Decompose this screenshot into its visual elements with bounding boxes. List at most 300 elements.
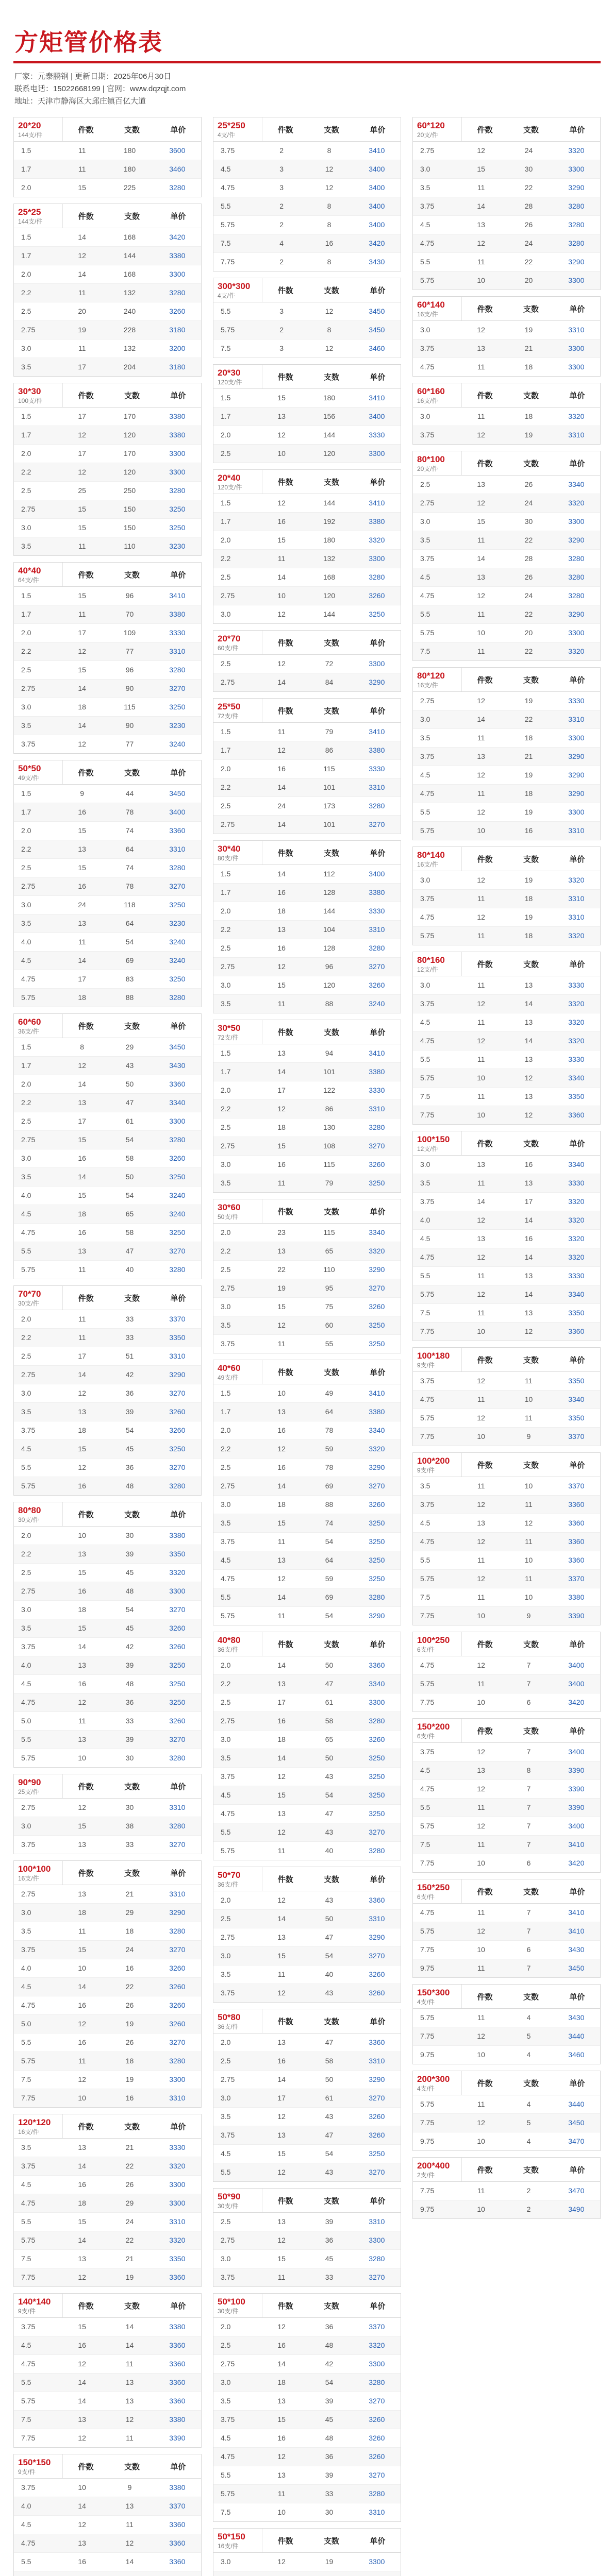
thickness-cell: 5.5 — [420, 1803, 430, 1811]
table-row — [213, 1279, 401, 1297]
price-cell: 3250 — [169, 1173, 186, 1181]
pieces-cell: 17 — [277, 1698, 286, 1706]
price-cell: 3280 — [369, 573, 385, 581]
spec-table-body — [14, 587, 201, 753]
count-cell: 88 — [325, 999, 334, 1008]
thickness-cell: 7.75 — [420, 1612, 435, 1620]
pieces-header: 件数 — [277, 638, 293, 648]
count-header: 支数 — [323, 372, 339, 382]
thickness-cell: 4.5 — [420, 573, 430, 581]
price-cell: 3360 — [169, 2360, 186, 2368]
count-cell: 7 — [526, 1785, 531, 1793]
price-cell: 3260 — [369, 2434, 385, 2442]
pieces-cell: 10 — [477, 1327, 485, 1335]
price-cell: 3380 — [169, 2323, 186, 2331]
thickness-cell: 3.75 — [221, 1340, 235, 1348]
price-cell: 3320 — [568, 1234, 585, 1243]
thickness-cell: 5.75 — [420, 931, 435, 940]
count-cell: 43 — [325, 2168, 334, 2176]
thickness-cell: 7.5 — [420, 1840, 430, 1849]
price-header: 单价 — [569, 304, 585, 314]
count-cell: 84 — [325, 678, 334, 686]
spec-table-header — [213, 2009, 401, 2033]
price-cell: 3310 — [169, 2094, 186, 2102]
count-cell: 24 — [125, 2217, 134, 2226]
price-cell: 3350 — [568, 1092, 585, 1100]
count-header: 支数 — [124, 2122, 140, 2131]
table-row — [213, 1804, 401, 1823]
price-header: 单价 — [569, 1992, 585, 2002]
table-row — [413, 710, 600, 728]
pieces-cell: 17 — [78, 1352, 86, 1360]
count-cell: 79 — [325, 727, 334, 736]
price-cell: 3370 — [169, 1315, 186, 1323]
table-row — [413, 234, 600, 252]
spec-table — [412, 1879, 601, 1978]
thickness-cell: 3.75 — [221, 2273, 235, 2281]
price-cell: 3250 — [169, 1228, 186, 1236]
thickness-cell: 2.5 — [221, 573, 231, 581]
table-row — [14, 858, 201, 877]
spec-cell — [14, 1286, 63, 1310]
pieces-cell: 10 — [477, 629, 485, 637]
price-cell: 3380 — [369, 1408, 385, 1416]
price-header: 单价 — [170, 768, 186, 777]
spec-size: 50*150 — [218, 2532, 245, 2541]
price-cell: 3410 — [369, 394, 385, 402]
pieces-cell: 14 — [477, 1197, 485, 1206]
pieces-cell: 14 — [78, 2162, 86, 2170]
spec-pack: 2支/件 — [417, 2172, 435, 2179]
spec-cell — [213, 699, 262, 722]
count-header: 支数 — [523, 1887, 539, 1896]
thickness-cell: 2.2 — [221, 1445, 231, 1453]
table-row — [213, 1588, 401, 1606]
pieces-cell: 12 — [477, 1414, 485, 1422]
price-cell: 3300 — [169, 1587, 186, 1595]
pieces-header: 件数 — [277, 1875, 293, 1884]
count-cell: 33 — [125, 1840, 134, 1849]
pieces-cell: 12 — [477, 1748, 485, 1756]
thickness-cell: 2.0 — [21, 629, 31, 637]
thickness-cell: 3.5 — [221, 1519, 231, 1527]
thickness-cell: 1.7 — [21, 610, 31, 618]
price-cell: 3390 — [568, 1785, 585, 1793]
price-header: 单价 — [569, 1726, 585, 1736]
table-row — [413, 1372, 600, 1390]
count-cell: 101 — [323, 1067, 336, 1076]
spec-table-body — [213, 865, 401, 1013]
count-cell: 12 — [524, 1074, 533, 1082]
thickness-cell: 3.0 — [221, 2255, 231, 2263]
spec-table — [412, 1347, 601, 1446]
count-cell: 72 — [325, 659, 334, 668]
thickness-cell: 3.0 — [420, 715, 430, 723]
thickness-cell: 4.5 — [221, 2434, 231, 2442]
count-cell: 4 — [526, 2013, 531, 2022]
count-cell: 11 — [126, 2520, 134, 2529]
pieces-cell: 15 — [78, 666, 86, 674]
thickness-cell: 5.5 — [21, 2217, 31, 2226]
pieces-cell: 11 — [477, 1908, 485, 1917]
pieces-cell: 11 — [78, 1315, 86, 1323]
table-row — [213, 865, 401, 883]
spec-table-header — [14, 1861, 201, 1885]
table-row — [213, 920, 401, 939]
thickness-cell: 2.75 — [21, 684, 36, 692]
price-header: 单价 — [370, 2536, 386, 2546]
count-cell: 78 — [125, 882, 134, 890]
pieces-cell: 12 — [78, 2434, 86, 2442]
table-row — [14, 537, 201, 555]
pieces-cell: 16 — [277, 944, 286, 952]
thickness-cell: 3.75 — [420, 752, 435, 760]
price-cell: 3330 — [568, 1055, 585, 1063]
count-cell: 13 — [524, 1092, 533, 1100]
count-cell: 58 — [325, 2057, 334, 2065]
price-cell: 3310 — [369, 1914, 385, 1923]
table-row — [14, 246, 201, 265]
spec-table-body — [213, 2553, 401, 2576]
thickness-cell: 2.0 — [221, 1896, 231, 1904]
price-header: 单价 — [569, 675, 585, 685]
spec-pack: 50支/件 — [218, 1213, 239, 1221]
spec-table-body — [413, 476, 600, 660]
table-row — [14, 339, 201, 358]
thickness-cell: 1.5 — [221, 870, 231, 878]
thickness-cell: 2.0 — [21, 1531, 31, 1539]
table-row — [14, 1835, 201, 1854]
pieces-cell: 11 — [477, 2187, 485, 2195]
pieces-header: 件数 — [477, 1726, 493, 1736]
pieces-cell: 11 — [477, 1840, 485, 1849]
table-row — [413, 1013, 600, 1031]
price-cell: 3290 — [369, 1265, 385, 1274]
price-cell: 3250 — [169, 975, 186, 983]
pieces-cell: 12 — [277, 1828, 286, 1836]
spec-table-body — [14, 2479, 201, 2576]
pieces-cell: 10 — [277, 449, 286, 457]
table-row — [413, 1606, 600, 1625]
table-row — [213, 741, 401, 759]
table-row — [14, 2212, 201, 2231]
table-row — [213, 320, 401, 339]
price-cell: 3250 — [169, 1698, 186, 1706]
spec-table — [412, 1984, 601, 2064]
price-cell: 3270 — [369, 2471, 385, 2479]
table-row — [213, 549, 401, 568]
price-header: 单价 — [370, 478, 386, 487]
count-header: 支数 — [323, 2301, 339, 2311]
price-cell: 3330 — [568, 1179, 585, 1187]
count-cell: 54 — [325, 1537, 334, 1546]
thickness-cell: 2.0 — [21, 270, 31, 278]
spec-cell — [413, 1131, 462, 1155]
pieces-cell: 11 — [477, 1055, 485, 1063]
count-cell: 43 — [325, 1896, 334, 1904]
count-header: 支数 — [323, 1640, 339, 1649]
count-cell: 88 — [125, 993, 134, 1002]
price-cell: 3290 — [568, 258, 585, 266]
price-cell: 3260 — [369, 591, 385, 600]
table-row — [14, 500, 201, 518]
spec-cell — [14, 204, 63, 228]
spec-table-body — [14, 142, 201, 197]
pieces-cell: 16 — [277, 517, 286, 526]
pieces-cell: 12 — [477, 808, 485, 816]
table-row — [213, 197, 401, 215]
price-cell: 3310 — [169, 1352, 186, 1360]
count-cell: 58 — [125, 1154, 134, 1162]
count-cell: 39 — [325, 2217, 334, 2226]
price-cell: 3340 — [568, 1160, 585, 1168]
spec-table-body — [213, 142, 401, 271]
table-row — [213, 796, 401, 815]
count-cell: 96 — [125, 666, 134, 674]
thickness-cell: 1.5 — [21, 412, 31, 420]
spec-size: 100*150 — [417, 1134, 450, 1144]
price-cell: 3250 — [169, 523, 186, 532]
pieces-cell: 12 — [477, 499, 485, 507]
table-row — [14, 1996, 201, 2014]
count-cell: 30 — [524, 165, 533, 173]
count-header: 支数 — [523, 125, 539, 134]
spec-cell — [213, 1867, 262, 1891]
spec-table-header — [213, 699, 401, 723]
pieces-cell: 14 — [277, 1482, 286, 1490]
price-cell: 3330 — [169, 2143, 186, 2151]
thickness-cell: 3.5 — [221, 1179, 231, 1187]
pieces-cell: 12 — [78, 2360, 86, 2368]
price-header: 单价 — [569, 459, 585, 468]
thickness-cell: 3.0 — [221, 2094, 231, 2102]
count-cell: 21 — [125, 2255, 134, 2263]
thickness-cell: 3.75 — [221, 146, 235, 155]
spec-table-header — [14, 204, 201, 228]
count-cell: 86 — [325, 746, 334, 754]
pieces-cell: 12 — [477, 1661, 485, 1669]
spec-table-header — [413, 1879, 600, 1904]
table-row — [14, 518, 201, 537]
price-cell: 3310 — [369, 1105, 385, 1113]
table-row — [413, 1922, 600, 1940]
price-cell: 3350 — [169, 2255, 186, 2263]
table-row — [213, 1730, 401, 1749]
thickness-cell: 5.75 — [21, 2397, 36, 2405]
table-row — [213, 142, 401, 160]
thickness-cell: 1.7 — [221, 746, 231, 754]
spec-table-header — [14, 1014, 201, 1038]
table-row — [213, 302, 401, 320]
table-row — [14, 2231, 201, 2249]
spec-size: 140*140 — [18, 2297, 51, 2307]
thickness-cell: 3.5 — [221, 1970, 231, 1978]
price-cell: 3310 — [369, 2057, 385, 2065]
pieces-cell: 12 — [277, 962, 286, 971]
thickness-cell: 3.0 — [21, 1154, 31, 1162]
price-cell: 3240 — [169, 740, 186, 748]
count-cell: 21 — [524, 344, 533, 352]
thickness-cell: 3.0 — [420, 1160, 430, 1168]
spec-size: 100*180 — [417, 1351, 450, 1361]
pieces-cell: 12 — [477, 431, 485, 439]
price-cell: 3270 — [169, 1247, 186, 1255]
price-cell: 3290 — [568, 789, 585, 798]
thickness-cell: 7.75 — [420, 1698, 435, 1706]
price-columns — [13, 117, 601, 2576]
thickness-cell: 7.5 — [221, 2508, 231, 2516]
pieces-header: 件数 — [477, 1887, 493, 1896]
thickness-cell: 4.5 — [221, 1791, 231, 1799]
table-row — [14, 2070, 201, 2089]
spec-table-header — [413, 952, 600, 976]
pieces-cell: 11 — [477, 1179, 485, 1187]
pieces-cell: 11 — [277, 1612, 286, 1620]
count-cell: 54 — [325, 2149, 334, 2158]
pieces-cell: 13 — [277, 1556, 286, 1564]
pieces-header: 件数 — [477, 1992, 493, 2002]
thickness-cell: 4.5 — [420, 1018, 430, 1026]
pieces-cell: 12 — [78, 1389, 86, 1397]
price-header: 单价 — [170, 1869, 186, 1878]
count-cell: 19 — [524, 771, 533, 779]
pieces-cell: 11 — [78, 2057, 86, 2065]
pieces-cell: 11 — [277, 2489, 286, 2498]
price-header: 单价 — [370, 849, 386, 858]
spec-cell — [14, 1861, 63, 1885]
table-row — [213, 1891, 401, 1909]
count-cell: 65 — [125, 1210, 134, 1218]
spec-table-body — [213, 655, 401, 691]
table-row — [14, 1310, 201, 1328]
table-row — [213, 2318, 401, 2336]
price-cell: 3250 — [369, 1772, 385, 1781]
thickness-cell: 3.75 — [221, 1989, 235, 1997]
count-header: 支数 — [323, 849, 339, 858]
table-row — [413, 252, 600, 271]
thickness-cell: 5.0 — [21, 1717, 31, 1725]
spec-pack: 36支/件 — [18, 1028, 39, 1035]
table-row — [14, 2571, 201, 2576]
table-row — [413, 784, 600, 803]
price-cell: 3380 — [169, 251, 186, 260]
spec-size: 20*40 — [218, 473, 241, 483]
count-cell: 13 — [125, 2397, 134, 2405]
table-row — [413, 512, 600, 531]
spec-table-body — [14, 1310, 201, 1495]
count-cell: 21 — [125, 1890, 134, 1898]
table-row — [413, 871, 600, 889]
thickness-cell: 9.75 — [420, 2205, 435, 2213]
table-row — [14, 1130, 201, 1149]
count-cell: 36 — [325, 2452, 334, 2461]
table-row — [14, 951, 201, 970]
count-cell: 43 — [325, 1989, 334, 1997]
price-cell: 3280 — [169, 1822, 186, 1830]
thickness-cell: 3.0 — [221, 1160, 231, 1168]
thickness-cell: 2.5 — [21, 1352, 31, 1360]
pieces-cell: 16 — [78, 2557, 86, 2566]
thickness-cell: 2.5 — [221, 2217, 231, 2226]
table-row — [14, 2497, 201, 2515]
thickness-cell: 7.5 — [420, 1092, 430, 1100]
price-cell — [154, 2571, 201, 2576]
table-row — [413, 1693, 600, 1711]
table-row — [14, 2052, 201, 2070]
price-cell: 3280 — [568, 554, 585, 563]
spec-pack: 60支/件 — [218, 645, 239, 652]
table-row — [413, 1656, 600, 1674]
thickness-cell: 2.75 — [221, 1142, 235, 1150]
spec-size: 80*160 — [417, 955, 445, 965]
count-cell: 13 — [524, 1055, 533, 1063]
price-cell: 3250 — [369, 1519, 385, 1527]
table-row — [213, 215, 401, 234]
price-cell: 3450 — [169, 789, 186, 798]
price-cell: 3290 — [369, 678, 385, 686]
count-cell: 20 — [524, 276, 533, 284]
thickness-cell: 4.0 — [21, 1964, 31, 1972]
spec-table — [213, 364, 401, 463]
count-cell: 61 — [325, 2094, 334, 2102]
count-cell: 19 — [524, 913, 533, 921]
thickness-cell: 7.75 — [420, 2119, 435, 2127]
count-cell: 19 — [125, 2075, 134, 2083]
spec-table-body — [213, 1044, 401, 1192]
count-cell: 22 — [524, 647, 533, 655]
count-cell: 7 — [526, 1964, 531, 1972]
table-row — [413, 821, 600, 840]
spec-cell — [213, 278, 262, 302]
spec-size: 200*300 — [417, 2074, 450, 2084]
thickness-cell: 3.5 — [21, 919, 31, 927]
thickness-cell: 4.0 — [21, 1661, 31, 1669]
pieces-cell: 11 — [477, 647, 485, 655]
count-cell: 21 — [125, 2143, 134, 2151]
price-header: 单价 — [170, 1294, 186, 1303]
count-cell: 20 — [524, 629, 533, 637]
table-row — [413, 1229, 600, 1248]
count-cell: 83 — [125, 975, 134, 983]
spec-table — [13, 1013, 202, 1279]
pieces-cell: 11 — [477, 1395, 485, 1403]
pieces-cell: 12 — [477, 771, 485, 779]
pieces-cell: 24 — [277, 802, 286, 810]
price-cell: 3420 — [568, 1698, 585, 1706]
thickness-cell: 3.5 — [221, 999, 231, 1008]
pieces-cell: 10 — [477, 2137, 485, 2145]
pieces-cell: 10 — [477, 826, 485, 835]
table-row — [413, 889, 600, 908]
price-cell: 3320 — [568, 412, 585, 420]
price-cell: 3200 — [169, 344, 186, 352]
count-cell: 74 — [125, 863, 134, 872]
pieces-cell: 12 — [78, 251, 86, 260]
table-row — [14, 1711, 201, 1730]
count-cell: 54 — [325, 2378, 334, 2386]
pieces-cell: 11 — [78, 146, 86, 155]
pieces-cell: 11 — [477, 789, 485, 798]
count-cell: 22 — [125, 2162, 134, 2170]
price-header: 单价 — [569, 1461, 585, 1470]
pieces-cell: 18 — [78, 1426, 86, 1434]
pieces-cell: 11 — [477, 1593, 485, 1601]
count-cell: 19 — [524, 876, 533, 884]
pieces-cell: 15 — [78, 1136, 86, 1144]
table-row — [14, 1402, 201, 1421]
pieces-cell: 12 — [78, 2273, 86, 2281]
price-cell: 3290 — [568, 752, 585, 760]
